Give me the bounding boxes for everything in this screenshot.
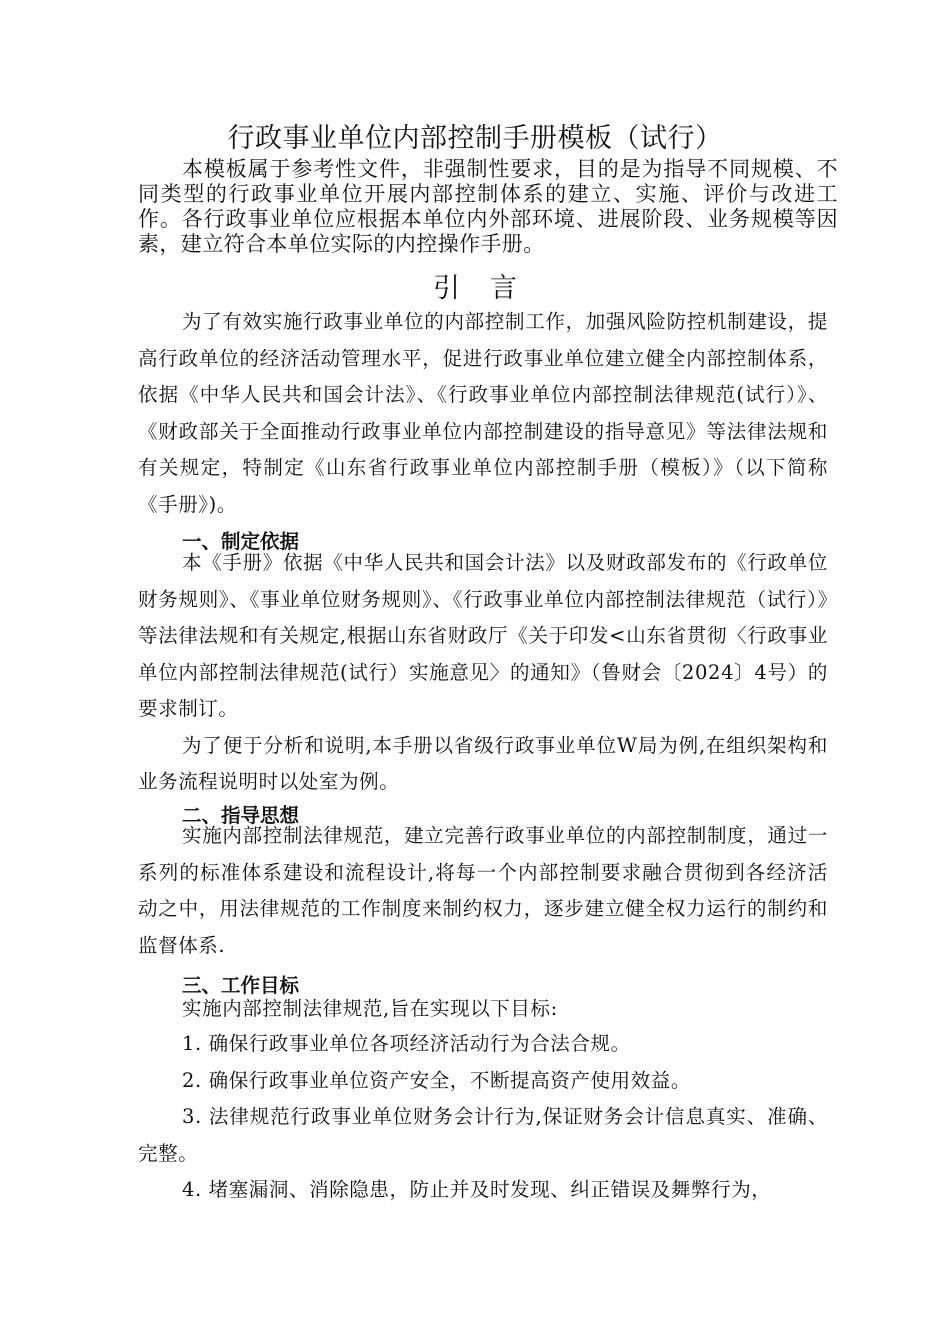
section2-heading: 二、指导思想 — [182, 804, 300, 827]
section1-heading: 一、制定依据 — [182, 530, 300, 553]
section2-paragraph: 实施内部控制法律规范，建立完善行政事业单位的内部控制制度，通过一系列的标准体系建设和流程设计,将每一个内部控制要求融合贯彻到各经济活动之中，用法律规范的工作制度来制约权力，逐步建立健全权力运行的制约和监督体系. — [138, 824, 828, 957]
section3-heading: 三、工作目标 — [182, 974, 300, 997]
intro-section — [138, 304, 828, 523]
preface-note — [138, 157, 838, 257]
section3-list — [138, 1026, 828, 1209]
list-item: 1. 确保行政事业单位各项经济活动行为合法合规。 — [182, 1032, 631, 1055]
section2-body — [138, 818, 828, 964]
list-item: 2. 确保行政事业单位资产安全，不断提高资产使用效益。 — [182, 1068, 692, 1092]
intro-paragraph: 为了有效实施行政事业单位的内部控制工作，加强风险防控机制建设，提高行政单位的经济活动管理水平，促进行政事业单位建立健全内部控制体系，依据《中华人民共和国会计法》、《行政事业单位内部控制法律规范(试行）》、《财政部关于全面推动行政事业单位内部控制建设的指导意见》等法律法规和有关规定，特制定《山东省行政事业单位内部控制手册（模板）》（以下简称《手册》)。 — [138, 310, 828, 516]
document-title: 行政事业单位内部控制手册模板（试行） — [227, 123, 723, 154]
section3-lead-block — [138, 993, 828, 1025]
list-item: 4. 堵塞漏洞、消除隐患，防止并及时发现、纠正错误及舞弊行为， — [182, 1178, 772, 1201]
list-item: 3. 法律规范行政事业单位财务会计行为,保证财务会计信息真实、准确、完整。 — [138, 1105, 828, 1165]
section1-paragraph-1: 本《手册》依据《中华人民共和国会计法》以及财政部发布的《行政单位财务规则》、《事业单位财务规则》、《行政事业单位内部控制法律规范（试行）》等法律法规和有关规定,根据山东省财政厅《关于印发<山东省贯彻〈行政事业单位内部控制法律规范(试行）实施意见〉的通知》（鲁财会〔2024〕4号）的要求制订。 — [138, 551, 828, 720]
intro-heading: 引言 — [433, 273, 547, 304]
section1-body — [138, 545, 828, 801]
preface-paragraph: 本模板属于参考性文件，非强制性要求，目的是为指导不同规模、不同类型的行政事业单位开展内部控制体系的建立、实施、评价与改进工作。各行政事业单位应根据本单位内外部环境、进展阶段、业务规模等因素，建立符合本单位实际的内控操作手册。 — [138, 157, 838, 256]
section1-paragraph-2: 为了便于分析和说明,本手册以省级行政事业单位W局为例,在组织架构和业务流程说明时以处室为例。 — [138, 733, 828, 793]
section3-lead: 实施内部控制法律规范,旨在实现以下目标: — [182, 997, 558, 1020]
